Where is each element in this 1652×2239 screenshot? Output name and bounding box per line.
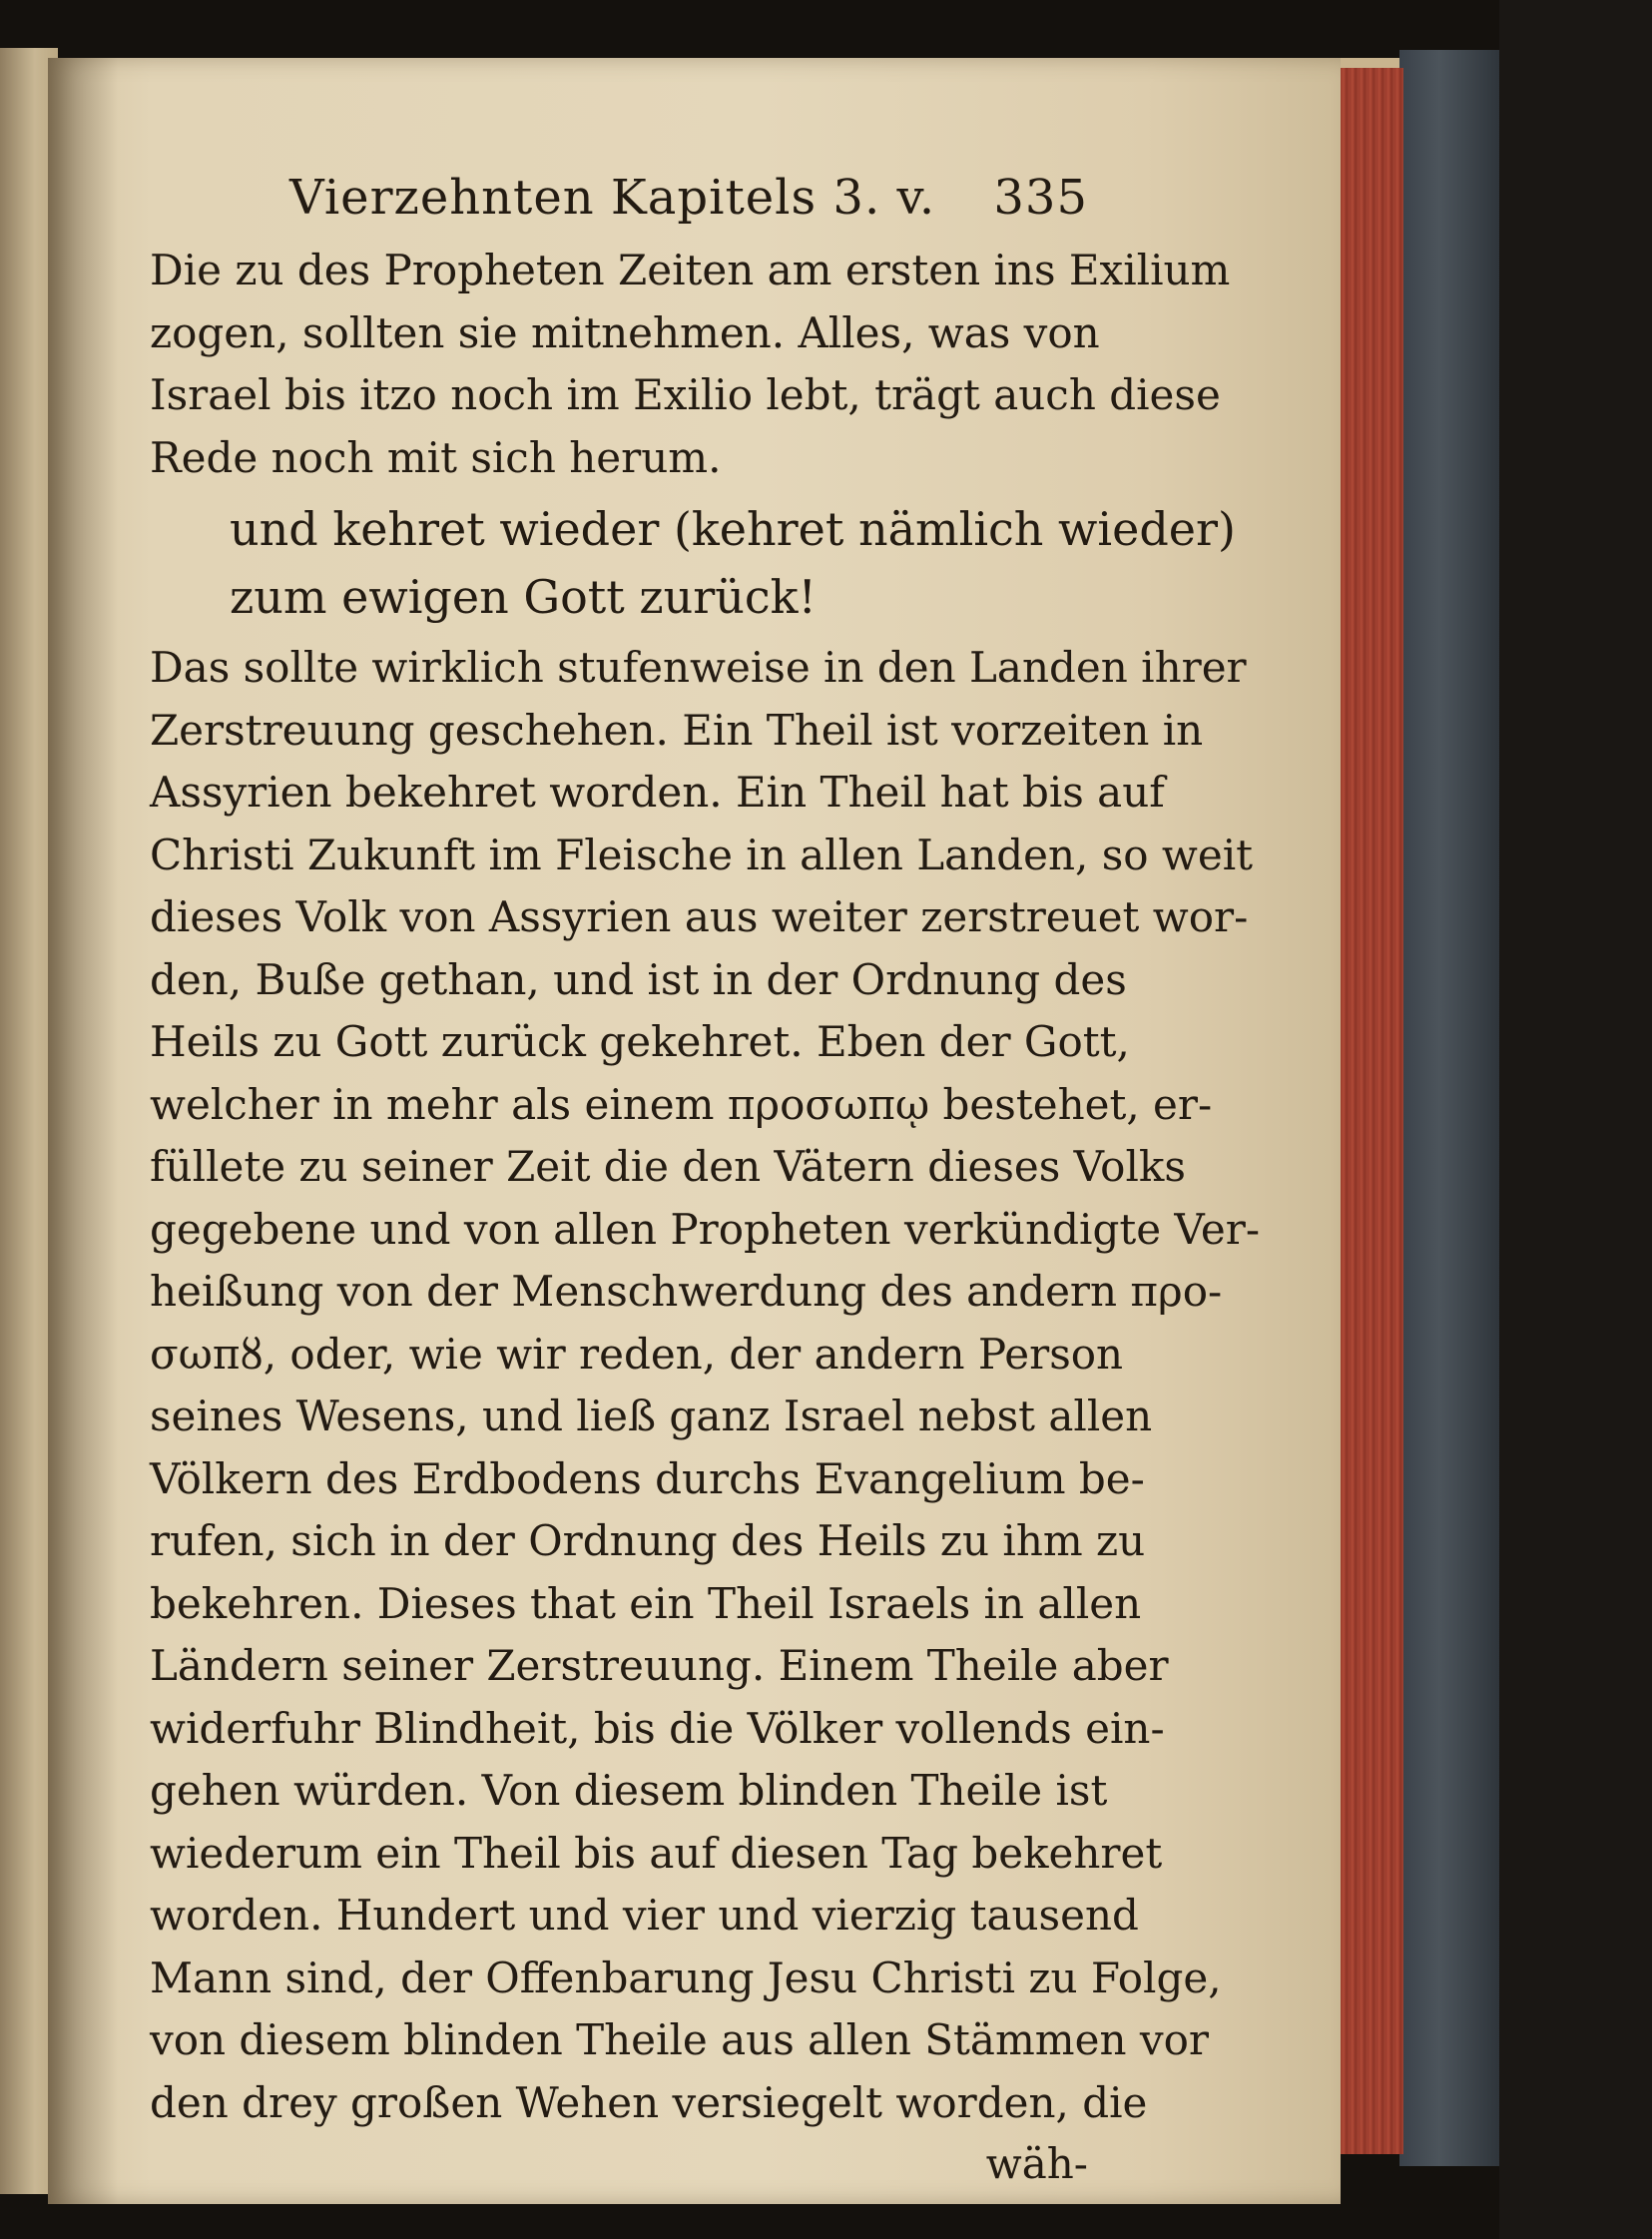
- text-line: zogen, sollten sie mitnehmen. Alles, was von: [150, 307, 1100, 357]
- page-number: 335: [993, 170, 1088, 226]
- page-text: [150, 160, 1261, 2194]
- text-line: wiederum ein Theil bis auf diesen Tag bekehret: [150, 1828, 1163, 1878]
- text-line: von diesem blinden Theile aus allen Stämmen vor: [150, 2015, 1209, 2064]
- running-header: [150, 160, 1088, 240]
- text-line: den, Buße gethan, und ist in der Ordnung des: [150, 954, 1127, 1004]
- text-line: Assyrien bekehret worden. Ein Theil hat bis auf: [150, 768, 1165, 817]
- text-line: Ländern seiner Zerstreuung. Einem Theile aber: [150, 1641, 1169, 1690]
- text-line: füllete zu seiner Zeit die den Vätern dieses Volks: [150, 1142, 1186, 1191]
- quote-line: und kehret wieder (kehret nämlich wieder): [230, 502, 1236, 556]
- text-line: Zerstreuung geschehen. Ein Theil ist vorzeiten in: [150, 705, 1204, 755]
- text-line: Völkern des Erdbodens durchs Evangelium be-: [150, 1453, 1145, 1503]
- running-title: Vierzehnten Kapitels 3. v.: [289, 170, 936, 226]
- text-line: heißung von der Menschwerdung des andern προ-: [150, 1267, 1223, 1316]
- book-cover-edge: [1399, 50, 1499, 2166]
- spine-shadow: [48, 58, 118, 2204]
- text-line: Mann sind, der Offenbarung Jesu Christi zu Folge,: [150, 1953, 1222, 2002]
- text-line: Israel bis itzo noch im Exilio lebt, trägt auch diese: [150, 370, 1221, 419]
- text-line: Die zu des Propheten Zeiten am ersten ins Exilium: [150, 246, 1231, 294]
- text-line: gegebene und von allen Propheten verkündigte Ver-: [150, 1204, 1261, 1254]
- quote-line: zum ewigen Gott zurück!: [230, 570, 817, 624]
- text-line: Rede noch mit sich herum.: [150, 432, 722, 482]
- paragraph-2: [150, 637, 1261, 2134]
- text-line: bekehren. Dieses that ein Theil Israels in allen: [150, 1578, 1142, 1628]
- paragraph-1: [150, 240, 1231, 489]
- text-line: seines Wesens, und ließ ganz Israel nebst allen: [150, 1392, 1153, 1440]
- text-line: gehen würden. Von diesem blinden Theile ist: [150, 1766, 1108, 1815]
- text-line: welcher in mehr als einem προσωπῳ bestehet, er-: [150, 1079, 1213, 1129]
- text-line: dieses Volk von Assyrien aus weiter zerstreuet wor-: [150, 892, 1249, 941]
- text-line: worden. Hundert und vier und vierzig tausend: [150, 1891, 1139, 1940]
- background-right: [1499, 0, 1652, 2239]
- text-line: rufen, sich in der Ordnung des Heils zu ihm zu: [150, 1516, 1146, 1565]
- text-line: Heils zu Gott zurück gekehret. Eben der Gott,: [150, 1017, 1130, 1066]
- text-line: widerfuhr Blindheit, bis die Völker vollends ein-: [150, 1703, 1165, 1753]
- text-line: Das sollte wirklich stufenweise in den Landen ihrer: [150, 643, 1247, 692]
- catchword: wäh-: [985, 2139, 1088, 2188]
- text-line: den drey großen Wehen versiegelt worden, die: [150, 2077, 1148, 2127]
- text-line: σωπȣ, oder, wie wir reden, der andern Person: [150, 1329, 1124, 1379]
- quoted-verse: [150, 495, 1236, 631]
- text-line: Christi Zukunft im Fleische in allen Landen, so weit: [150, 830, 1254, 879]
